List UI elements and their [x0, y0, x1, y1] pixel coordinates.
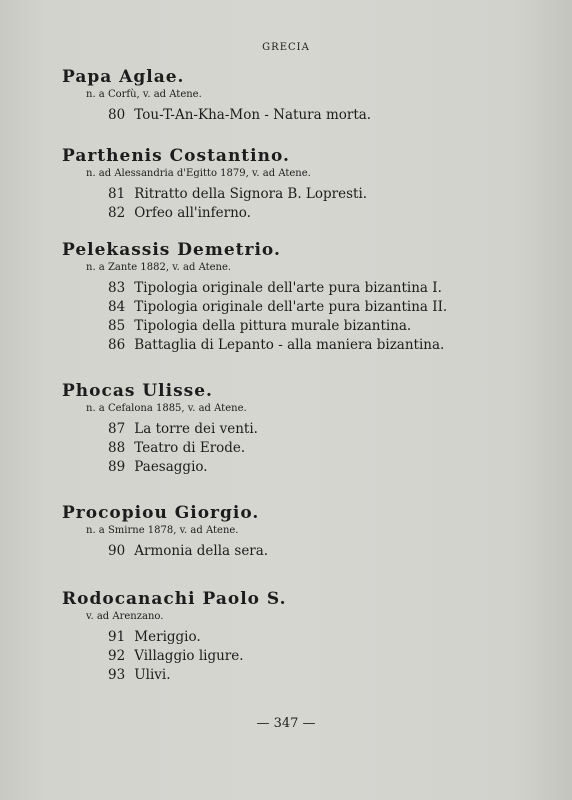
work-title: Tipologia originale dell'arte pura bizantina II.: [134, 299, 448, 315]
running-head: GRECIA: [262, 42, 310, 53]
artist-entry: [62, 145, 542, 223]
work-title: Ulivi.: [134, 667, 171, 683]
work-title: Orfeo all'inferno.: [134, 205, 251, 221]
work-item: [108, 106, 542, 125]
work-title: Ritratto della Signora B. Lopresti.: [134, 186, 368, 202]
work-item: [108, 185, 542, 204]
work-list: [108, 106, 542, 125]
page-number: — 347 —: [256, 716, 316, 731]
work-title: Tipologia della pittura murale bizantina.: [134, 318, 412, 334]
work-list: [108, 542, 542, 561]
artist-info: n. a Smirne 1878, v. ad Atene.: [86, 525, 239, 536]
work-number: 81: [108, 186, 126, 202]
work-number: 93: [108, 667, 126, 683]
work-title: Battaglia di Lepanto - alla maniera bizantina.: [134, 337, 445, 353]
work-item: [108, 317, 542, 336]
artist-info: n. a Corfù, v. ad Atene.: [86, 89, 202, 100]
work-number: 90: [108, 543, 126, 559]
work-title: Tou-T-An-Kha-Mon - Natura morta.: [134, 107, 372, 123]
work-item: [108, 336, 542, 355]
work-number: 88: [108, 440, 126, 456]
artist-entry: [62, 239, 542, 355]
work-item: [108, 542, 542, 561]
work-list: [108, 279, 542, 355]
work-title: Armonia della sera.: [134, 543, 269, 559]
work-number: 89: [108, 459, 126, 475]
work-number: 83: [108, 280, 126, 296]
artist-name: Pelekassis Demetrio.: [62, 240, 281, 260]
work-title: Paesaggio.: [134, 459, 208, 475]
artist-name: Parthenis Costantino.: [62, 146, 290, 166]
work-item: [108, 439, 542, 458]
work-title: La torre dei venti.: [134, 421, 258, 437]
work-item: [108, 279, 542, 298]
work-number: 82: [108, 205, 126, 221]
work-item: [108, 298, 542, 317]
artist-entry: [62, 588, 542, 685]
work-number: 91: [108, 629, 126, 645]
artist-info: n. a Zante 1882, v. ad Atene.: [86, 262, 232, 273]
work-list: [108, 420, 542, 477]
work-item: [108, 204, 542, 223]
artist-info: n. ad Alessandria d'Egitto 1879, v. ad Atene.: [86, 168, 311, 179]
work-number: 92: [108, 648, 126, 664]
work-number: 85: [108, 318, 126, 334]
work-list: [108, 628, 542, 685]
work-item: [108, 628, 542, 647]
work-number: 80: [108, 107, 126, 123]
work-item: [108, 458, 542, 477]
work-item: [108, 420, 542, 439]
artist-info: n. a Cefalona 1885, v. ad Atene.: [86, 403, 247, 414]
work-title: Teatro di Erode.: [134, 440, 246, 456]
work-number: 86: [108, 337, 126, 353]
work-list: [108, 185, 542, 223]
artist-name: Rodocanachi Paolo S.: [62, 589, 287, 609]
artist-info: v. ad Arenzano.: [86, 611, 164, 622]
work-item: [108, 647, 542, 666]
artist-name: Papa Aglae.: [62, 67, 185, 87]
artist-name: Procopiou Giorgio.: [62, 503, 260, 523]
work-title: Villaggio ligure.: [134, 648, 244, 664]
work-number: 87: [108, 421, 126, 437]
artist-entry: [62, 380, 542, 477]
work-title: Meriggio.: [134, 629, 201, 645]
work-item: [108, 666, 542, 685]
work-title: Tipologia originale dell'arte pura bizantina I.: [134, 280, 442, 296]
artist-entry: [62, 66, 542, 125]
work-number: 84: [108, 299, 126, 315]
artist-name: Phocas Ulisse.: [62, 381, 213, 401]
artist-entry: [62, 502, 542, 561]
